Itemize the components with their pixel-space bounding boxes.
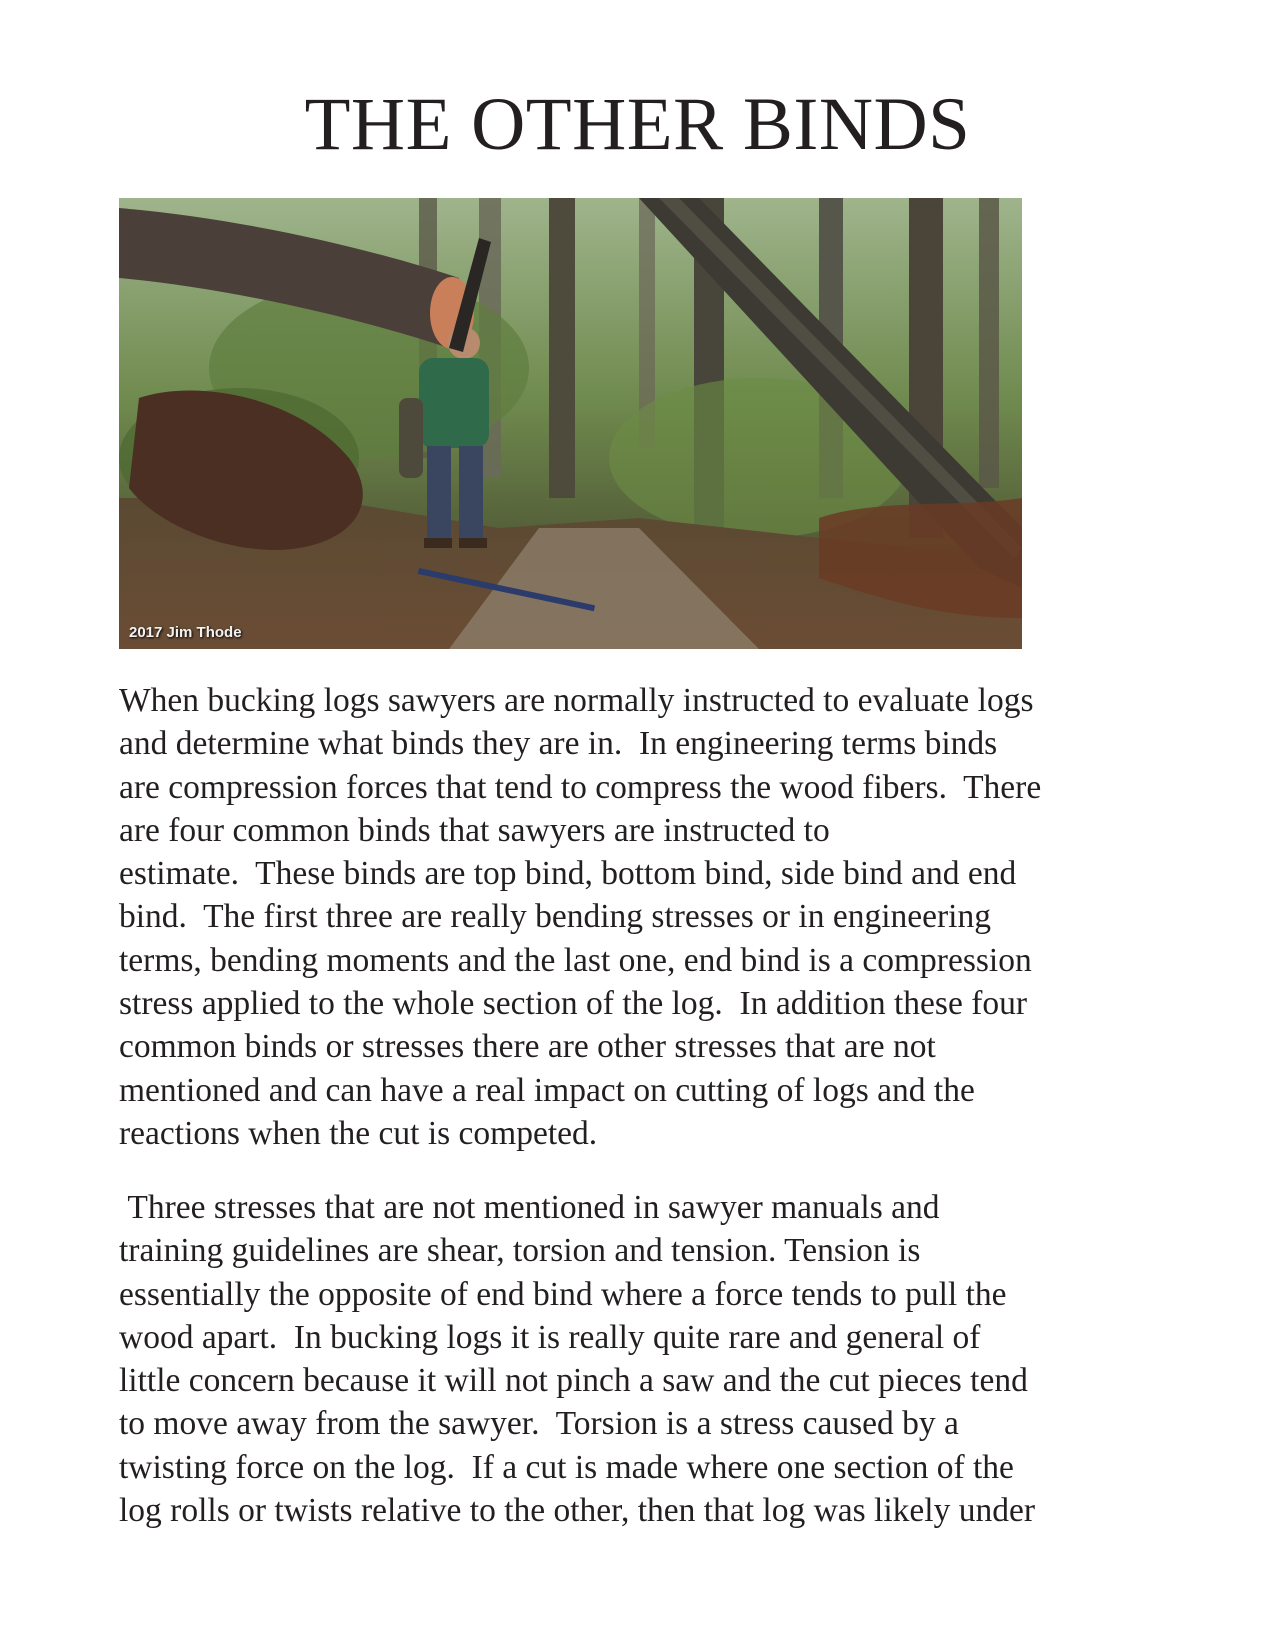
page-title: THE OTHER BINDS bbox=[304, 83, 971, 166]
forest-trail-illustration bbox=[119, 198, 1022, 649]
photo-credit: 2017 Jim Thode bbox=[129, 624, 242, 641]
forest-trail-photo bbox=[119, 198, 1022, 649]
body-paragraph-2: Three stresses that are not mentioned in sawyer manuals and training guidelines are shear, torsion and tension. Tension is essentially the opposite of end bind where a force tends to pull the wood apart. In bucking logs it is really quite rare and general of little concern because it will not pinch a saw and the cut pieces tend to move away from the sawyer. Torsion is a stress caused by a twisting force on the log. If a cut is made where one section of the log rolls or twists relative to the other, then that log was likely under bbox=[119, 1189, 1035, 1530]
body-paragraph-1: When bucking logs sawyers are normally instructed to evaluate logs and determine what binds they are in. In engineering terms binds are compression forces that tend to compress the wood fibers. There are four common binds that sawyers are instructed to estimate. These binds are top bind, bottom bind, side bind and end bind. The first three are really bending stresses or in engineering terms, bending moments and the last one, end bind is a compression stress applied to the whole section of the log. In addition these four common binds or stresses there are other stresses that are not mentioned and can have a real impact on cutting of logs and the reactions when the cut is competed. bbox=[119, 682, 1042, 1152]
